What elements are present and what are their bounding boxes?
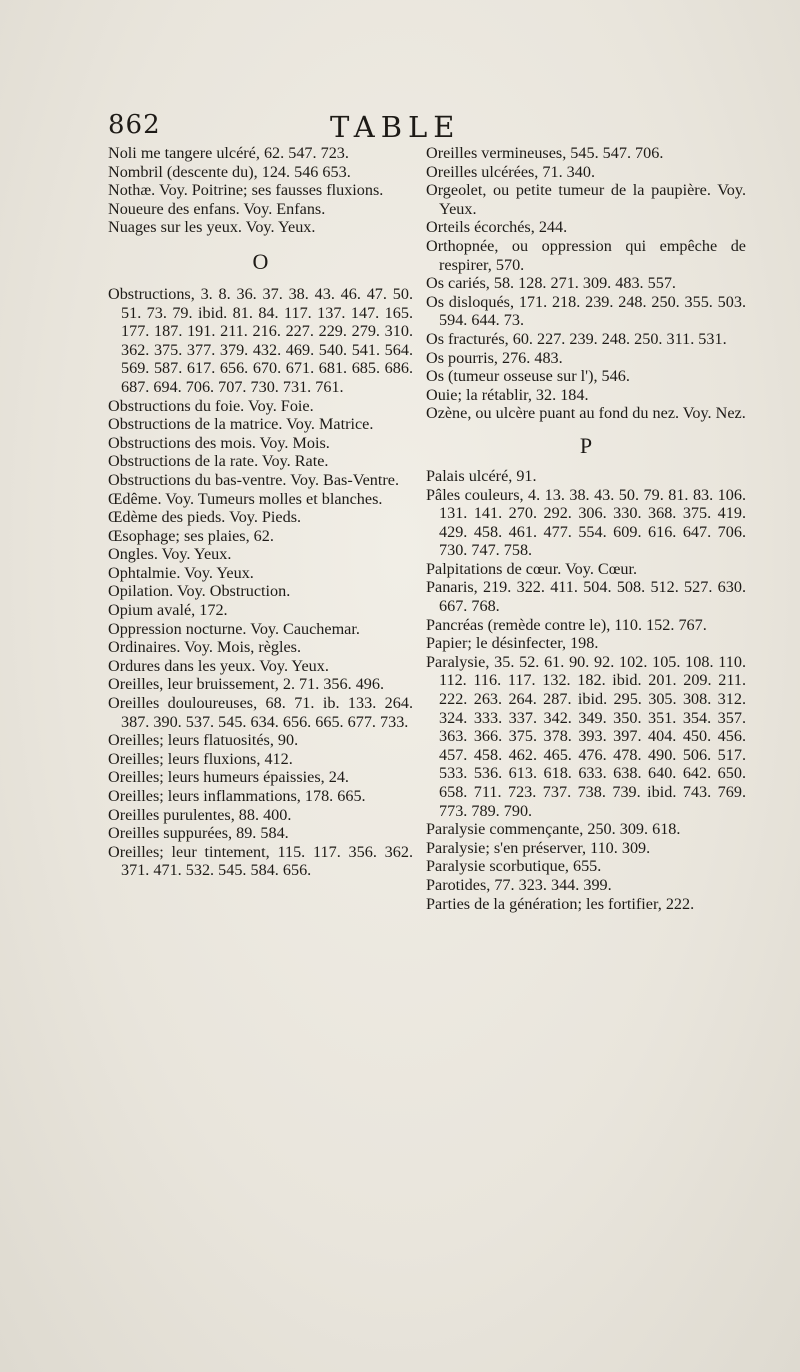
index-entry: Nuages sur les yeux. Voy. Yeux. xyxy=(108,218,316,237)
index-entry: Œsophage; ses plaies, 62. xyxy=(108,526,274,545)
index-entry: Œdème des pieds. Voy. Pieds. xyxy=(108,508,302,527)
index-entry: Orthopnée, ou oppression qui empêche de respirer, 570. xyxy=(426,236,746,274)
index-entry: Pancréas (remède contre le), 110. 152. 767. xyxy=(426,615,707,634)
index-entry: Oreilles; leurs humeurs épaissies, 24. xyxy=(108,768,349,787)
index-entry: Os (tumeur osseuse sur l'), 546. xyxy=(426,367,630,386)
index-entry: Obstructions de la rate. Voy. Rate. xyxy=(108,452,329,471)
left-entries-after xyxy=(108,285,413,880)
index-entry: Papier; le désinfecter, 198. xyxy=(426,634,599,653)
right-entries-after xyxy=(426,467,746,913)
index-entry: Parotides, 77. 323. 344. 399. xyxy=(426,875,612,894)
index-entry: Obstructions, 3. 8. 36. 37. 38. 43. 46. 47. 50. 51. 73. 79. ibid. 81. 84. 117. 137. 147. 165. 177. 187. 191. 211. 216. 227. 229. 279. 310. 362. 375. 377. 379. 432. 469. 540. 541. 564. 569. 587. 617. 656. 670. 671. 681. 685. 686. 687. 694. 706. 707. 730. 731. 761. xyxy=(108,284,413,396)
index-entry: Pâles couleurs, 4. 13. 38. 43. 50. 79. 81. 83. 106. 131. 141. 270. 292. 306. 330. 368. 375. 419. 429. 458. 461. 477. 554. 609. 616. 647. 706. 730. 747. 758. xyxy=(426,485,746,560)
index-entry: Oreilles; leur tintement, 115. 117. 356. 362. 371. 471. 532. 545. 584. 656. xyxy=(108,842,413,880)
index-entry: Obstructions du foie. Voy. Foie. xyxy=(108,396,314,415)
running-title: TABLE xyxy=(330,110,461,144)
index-entry: Oppression nocturne. Voy. Cauchemar. xyxy=(108,619,360,638)
index-entry: Parties de la génération; les fortifier, 222. xyxy=(426,894,695,913)
index-entry: Œdême. Voy. Tumeurs molles et blanches. xyxy=(108,489,383,508)
index-entry: Oreilles; leurs inflammations, 178. 665. xyxy=(108,787,366,805)
index-entry: Obstructions du bas-ventre. Voy. Bas-Ventre. xyxy=(108,470,400,489)
index-entry: Ozène, ou ulcère puant au fond du nez. Voy. Nez. xyxy=(426,404,746,423)
index-entry: Opium avalé, 172. xyxy=(108,601,228,620)
index-entry: Orteils écorchés, 244. xyxy=(426,218,568,237)
right-entries-before xyxy=(426,144,746,423)
index-entry: Oreilles ulcérées, 71. 340. xyxy=(426,162,596,181)
left-entries-before xyxy=(108,144,413,237)
index-entry: Palpitations de cœur. Voy. Cœur. xyxy=(426,559,638,578)
right-column xyxy=(426,144,746,913)
index-entry: Paralysie, 35. 52. 61. 90. 92. 102. 105. 108. 110. 112. 116. 117. 132. 182. ibid. 201. 209. 211. 222. 263. 264. 287. ibid. 295. 305. 308. 312. 324. 333. 337. 342. 349. 350. 351. 354. 357. 363. 366. 375. 378. 393. 397. 404. 450. 456. 457. 458. 462. 465. 476. 478. 490. 506. 517. 533. 536. 613. 618. 633. 638. 640. 642. 650. 658. 711. 723. 737. 738. 739. ibid. 743. 769. 773. 789. 790. xyxy=(426,652,746,820)
index-entry: Noli me tangere ulcéré, 62. 547. 723. xyxy=(108,144,349,162)
index-entry: Nothæ. Voy. Poitrine; ses fausses fluxions. xyxy=(108,181,384,200)
index-entry: Ouie; la rétablir, 32. 184. xyxy=(426,385,589,404)
index-entry: Oreilles douloureuses, 68. 71. ib. 133. 264. 387. 390. 537. 545. 634. 656. 665. 677. 733. xyxy=(108,694,413,731)
index-entry: Obstructions des mois. Voy. Mois. xyxy=(108,433,330,452)
index-entry: Palais ulcéré, 91. xyxy=(426,466,537,485)
page-number: 862 xyxy=(108,110,161,140)
index-entry: Ongles. Voy. Yeux. xyxy=(108,545,232,564)
index-entry: Paralysie commençante, 250. 309. 618. xyxy=(426,820,681,839)
index-entry: Ordures dans les yeux. Voy. Yeux. xyxy=(108,656,329,675)
index-entry: Oreilles purulentes, 88. 400. xyxy=(108,805,292,824)
index-entry: Noueure des enfans. Voy. Enfans. xyxy=(108,199,326,218)
index-entry: Oreilles; leurs flatuosités, 90. xyxy=(108,731,299,750)
index-entry: Os disloqués, 171. 218. 239. 248. 250. 355. 503. 594. 644. 73. xyxy=(426,292,746,330)
index-entry: Opilation. Voy. Obstruction. xyxy=(108,582,291,601)
index-entry: Orgeolet, ou petite tumeur de la paupière. Voy. Yeux. xyxy=(426,181,746,218)
index-entry: Os pourris, 276. 483. xyxy=(426,348,563,367)
index-entry: Ordinaires. Voy. Mois, règles. xyxy=(108,638,302,657)
index-entry: Os cariés, 58. 128. 271. 309. 483. 557. xyxy=(426,274,676,293)
section-letter-p: P xyxy=(579,432,593,458)
section-letter-o: O xyxy=(252,248,269,274)
index-entry: Oreilles suppurées, 89. 584. xyxy=(108,824,289,843)
index-entry: Paralysie; s'en préserver, 110. 309. xyxy=(426,838,651,857)
index-entry: Os fracturés, 60. 227. 239. 248. 250. 311. 531. xyxy=(426,329,727,348)
index-entry: Oreilles; leurs fluxions, 412. xyxy=(108,749,293,768)
index-entry: Oreilles vermineuses, 545. 547. 706. xyxy=(426,144,664,162)
index-entry: Panaris, 219. 322. 411. 504. 508. 512. 527. 630. 667. 768. xyxy=(426,578,746,616)
index-entry: Obstructions de la matrice. Voy. Matrice. xyxy=(108,415,374,434)
index-entry: Paralysie scorbutique, 655. xyxy=(426,857,602,876)
index-entry: Oreilles, leur bruissement, 2. 71. 356. 496. xyxy=(108,675,385,694)
index-entry: Nombril (descente du), 124. 546 653. xyxy=(108,162,351,181)
left-column xyxy=(108,144,413,880)
index-entry: Ophtalmie. Voy. Yeux. xyxy=(108,563,254,582)
